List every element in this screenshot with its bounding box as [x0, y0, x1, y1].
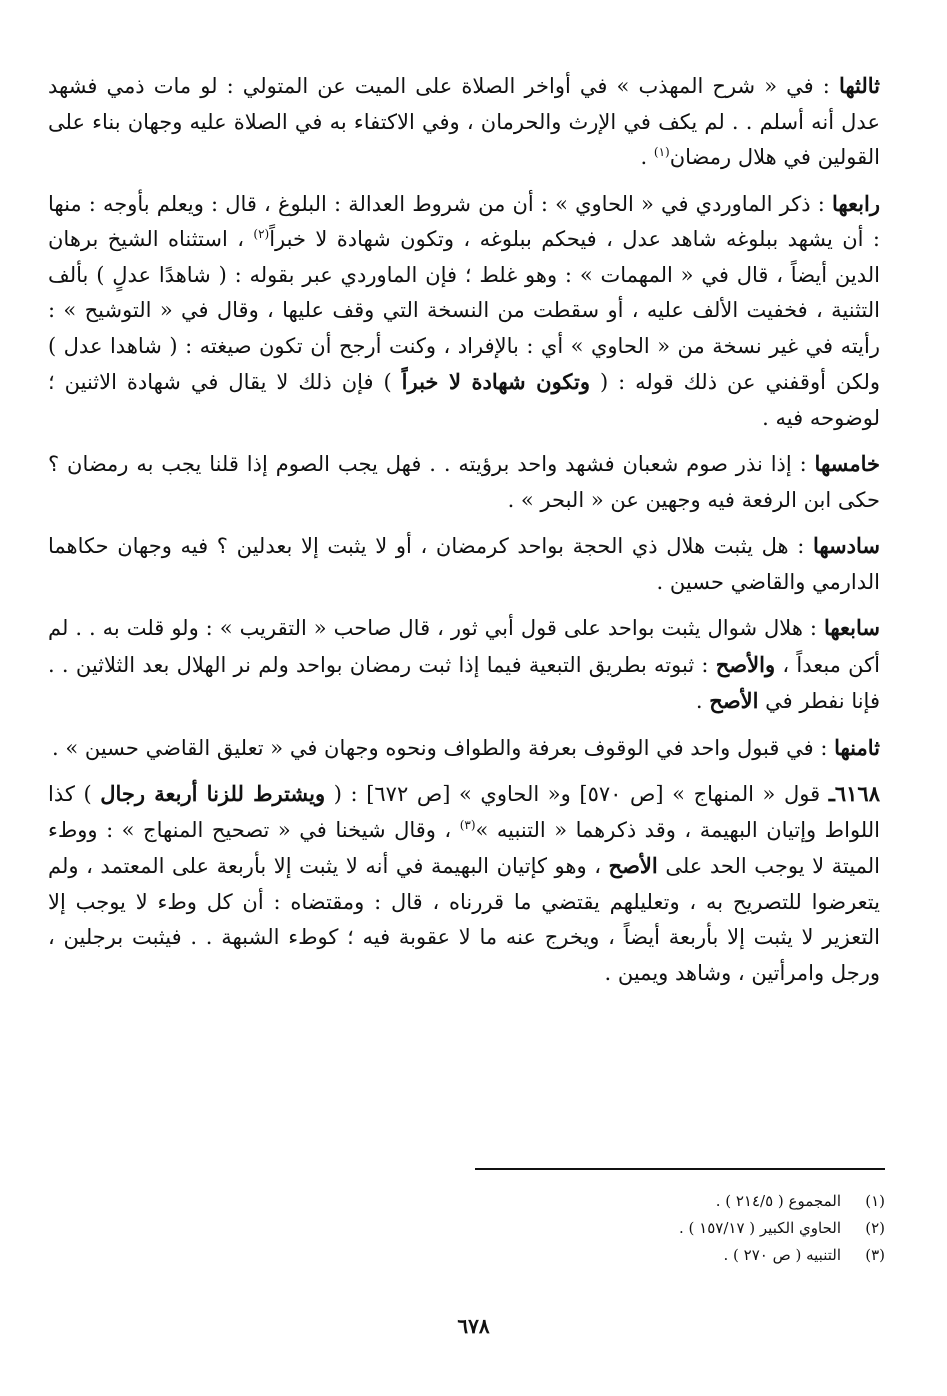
footnote-3 [385, 1242, 885, 1269]
paragraph-bold-term: والأصح [715, 651, 776, 677]
paragraph-text: : في « شرح المهذب » في أواخر الصلاة على الميت عن المتولي : لو مات ذمي فشهد عدل أنه أسلم . . لم يكف في الإرث والحرمان ، وفي الاكتفاء به في الصلاة عليه وجهان بناء على القولين في هلال رمضان [48, 74, 880, 169]
paragraph-text: قول « المنهاج » [ص ٥٧٠] و« الحاوي » [ص ٦٧٢] : ( [325, 782, 829, 806]
footnote-text: المجموع ( ٢١٤/٥ ) . [715, 1192, 841, 1210]
paragraph-text: : هل يثبت هلال ذي الحجة بواحد كرمضان ، أو لا يثبت إلا بعدلين ؟ فيه وجهان حكاهما الدارمي والقاضي حسين . [48, 534, 880, 594]
footnote-ref-2: (٢) [253, 227, 270, 241]
paragraph-bold-quote: وتكون شهادة لا خبراً [401, 369, 591, 394]
paragraph-text-2: ) كذا اللواط وإتيان البهيمة ، وقد ذكرهما « التنبيه » [48, 782, 880, 842]
paragraph-tail: . [640, 145, 654, 169]
footnote-number: (١) [865, 1192, 885, 1210]
paragraph-thamin [48, 730, 880, 767]
paragraph-lead: ثامنها [834, 734, 880, 760]
footnote-1 [385, 1188, 885, 1215]
paragraph-text: : ذكر الماوردي في « الحاوي » : أن من شروط العدالة : البلوغ ، قال : ويعلم بأوجه : منها : أن يشهد ببلوغه شاهد عدل ، فيحكم ببلوغه ، وتكون شهادة لا خبراً [48, 191, 880, 251]
footnote-text: الحاوي الكبير ( ١٥٧/١٧ ) . [679, 1219, 841, 1237]
paragraph-khamis [48, 446, 880, 518]
paragraph-thalith [48, 68, 880, 176]
paragraph-lead: خامسها [814, 451, 880, 476]
paragraph-bold-term-2: الأصح [709, 688, 759, 713]
paragraph-sadis [48, 528, 880, 600]
paragraph-tail: ) فإن ذلك لا يقال في شهادة الاثنين ؛ لوضوحه فيه . [48, 370, 880, 430]
paragraph-rabi [48, 186, 880, 437]
footnote-separator [475, 1168, 885, 1170]
paragraph-tail: . [695, 689, 710, 713]
paragraph-mas-6168 [48, 776, 880, 991]
footnote-ref-1: (١) [653, 145, 670, 159]
main-text [48, 68, 880, 1001]
footnote-text: التنبيه ( ص ٢٧٠ ) . [723, 1246, 841, 1264]
footnote-ref-3: (٣) [459, 817, 476, 832]
paragraph-lead: سادسها [812, 533, 880, 558]
paragraph-lead: رابعها [831, 190, 880, 216]
page-number: ٦٧٨ [457, 1314, 490, 1338]
footnote-number: (٣) [865, 1246, 885, 1264]
paragraph-text-2: : ثبوته بطريق التبعية فيما إذا ثبت رمضان بواحد ولم نر الهلال بعد الثلاثين . . فإنا نفطر في [48, 652, 880, 713]
paragraph-lead: ثالثها [838, 73, 880, 98]
paragraph-text-3: ، وقال شيخنا في « تصحيح المنهاج » : ووطء الميتة لا يوجب الحد على [48, 817, 880, 878]
paragraph-bold-term: الأصح [608, 853, 658, 878]
paragraph-tail: ، وهو كإتيان البهيمة في أنه لا يثبت إلا بأربعة على المعتمد ، ولم يتعرضوا للتصريح به ، وتعليلهم يقتضي ما قررناه ، قال : ومقتضاه : أن كل وطء لا يوجب إلا التعزير لا يثبت إلا بأربعة أيضاً ، ويخرج عنه ما لا عقوبة فيه ؛ كوطء الشبهة . . فيثبت برجلين ، ورجل وامرأتين ، وشاهد ويمين . [48, 854, 880, 985]
paragraph-text: : في قبول واحد في الوقوف بعرفة والطواف ونحوه وجهان في « تعليق القاضي حسين » . [51, 735, 835, 760]
paragraph-text: : هلال شوال يثبت بواحد على قول أبي ثور ، قال صاحب « التقريب » : ولو قلت به . . لم أكن مبعداً ، [48, 616, 880, 677]
paragraph-bold-quote: ويشترط للزنا أربعة رجال [100, 781, 326, 806]
footnotes [385, 1188, 885, 1269]
footnote-number: (٢) [865, 1219, 885, 1237]
paragraph-sabi [48, 610, 880, 720]
paragraph-text-2: ، استثناه الشيخ برهان الدين أيضاً ، قال في « المهمات » : وهو غلط ؛ فإن الماوردي عبر بقوله : ( شاهدًا عدلٍ ) بألف التثنية ، فخفيت الألف عليه ، أو سقطت من النسخة التي وقف عليها ، وقال في « التوشيح » : رأيته في غير نسخة من « الحاوي » أي : بالإفراد ، وكنت أرجح أن تكون صيغته : ( شاهدا عدل ) ولكن أوقفني عن ذلك قوله : ( [48, 227, 881, 394]
issue-number: ٦١٦٨ـ [828, 781, 880, 806]
paragraph-lead: سابعها [823, 615, 880, 640]
paragraph-text: : إذا نذر صوم شعبان فشهد واحد برؤيته . . فهل يجب الصوم إذا قلنا يجب به رمضان ؟ حكى ابن الرفعة فيه وجهين عن « البحر » . [48, 452, 880, 512]
footnote-2 [385, 1215, 885, 1242]
